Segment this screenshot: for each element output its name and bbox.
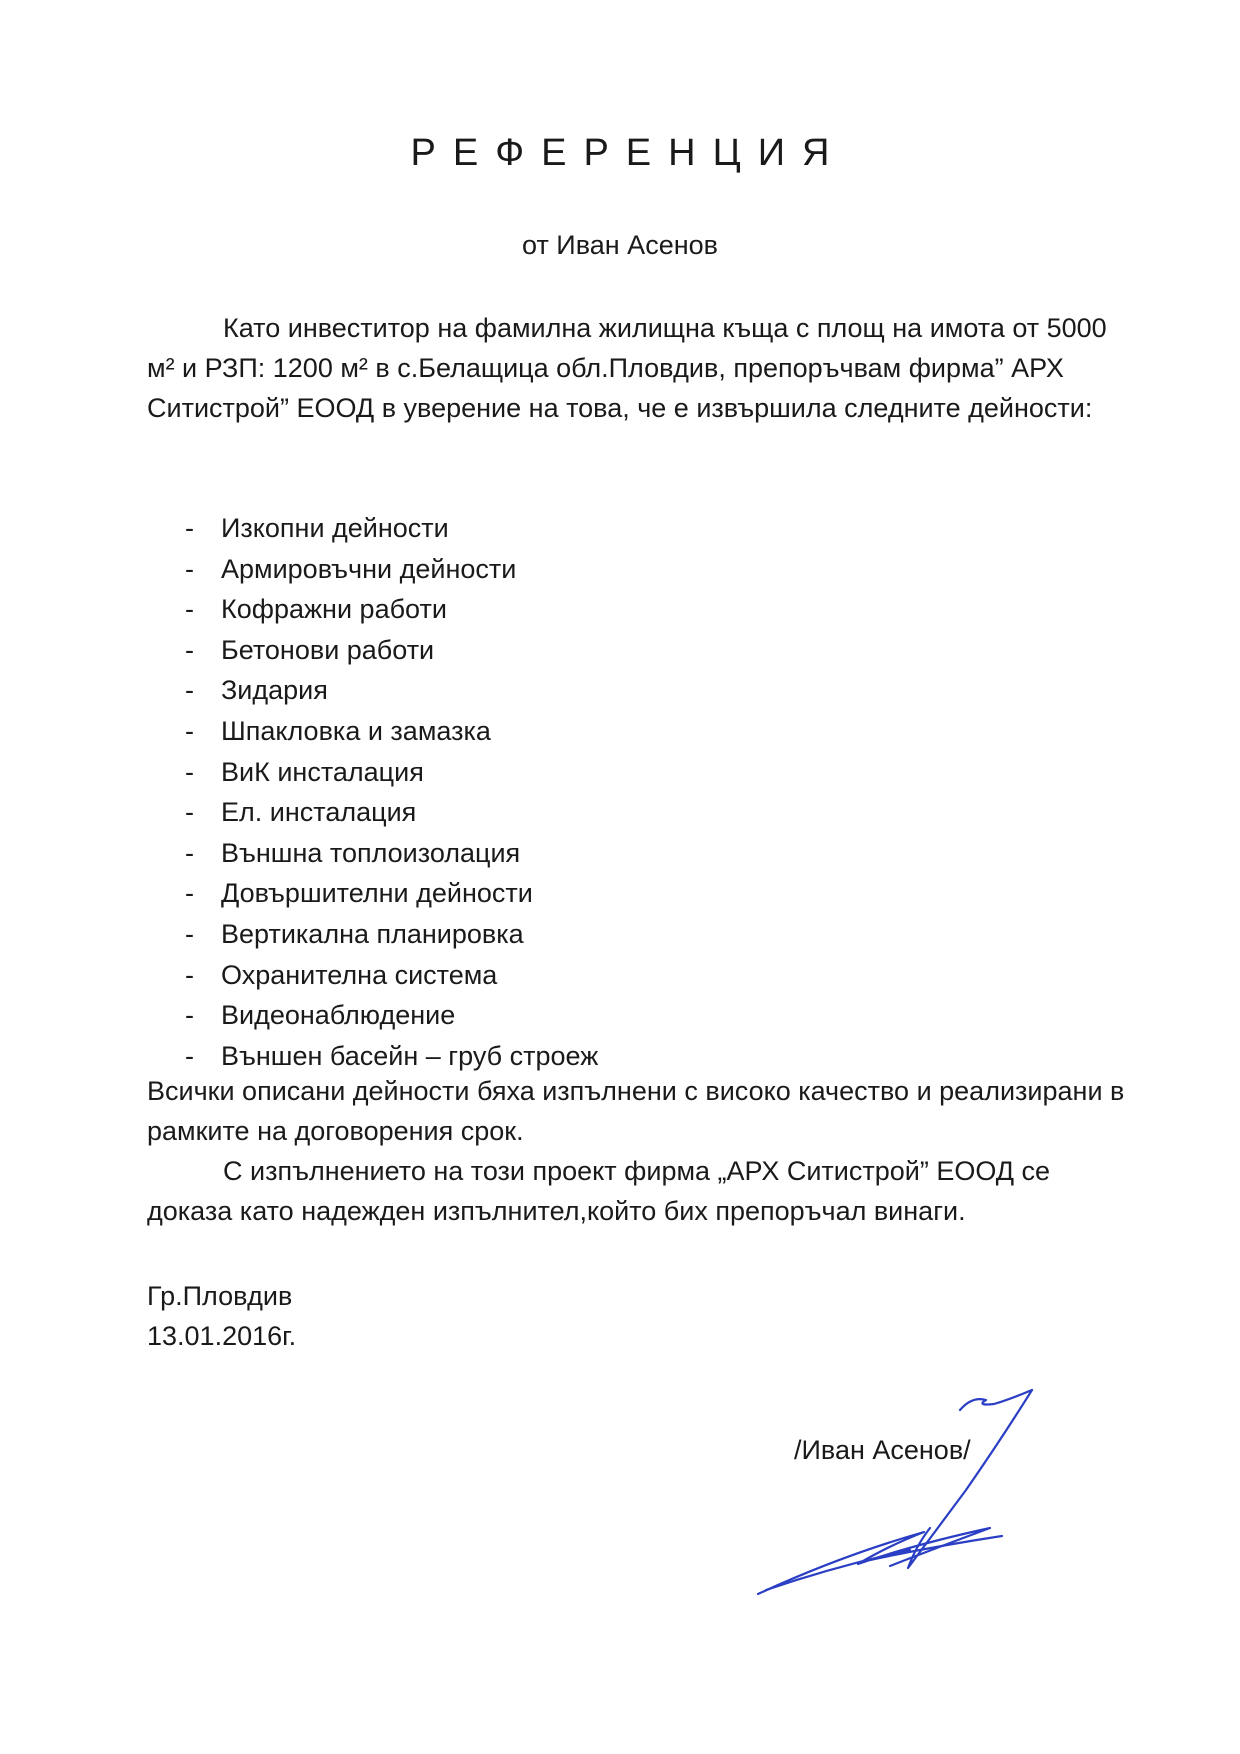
activity-label: Ел. инсталация bbox=[221, 797, 417, 828]
place-line: Гр.Пловдив bbox=[147, 1281, 293, 1311]
intro-paragraph bbox=[147, 308, 1137, 428]
activity-label: Външен басейн – груб строеж bbox=[221, 1040, 599, 1071]
conclusion-paragraph-text: С изпълнението на този проект фирма „АРХ Ситистрой” ЕООД се доказа като надежден изпълнител,който бих препоръчал винаги. bbox=[147, 1156, 1051, 1226]
signature-strokes bbox=[758, 1390, 1032, 1594]
list-dash: - bbox=[185, 594, 194, 625]
list-dash: - bbox=[185, 634, 194, 665]
list-dash: - bbox=[185, 675, 194, 706]
list-dash: - bbox=[185, 918, 194, 949]
quality-paragraph: Всички описани дейности бяха изпълнени с високо качество и реализирани в рамките на договорения срок. bbox=[147, 1076, 1125, 1146]
activity-label: Изкопни дейности bbox=[221, 513, 449, 543]
list-dash: - bbox=[185, 715, 194, 746]
list-dash: - bbox=[185, 1000, 194, 1031]
activity-label: Охранителна система bbox=[221, 959, 498, 990]
activity-label: Кофражни работи bbox=[221, 594, 447, 625]
list-dash: - bbox=[185, 513, 194, 543]
activity-label: Външна топлоизолация bbox=[221, 837, 521, 868]
list-dash: - bbox=[185, 1040, 194, 1071]
intro-paragraph-text: Като инвеститор на фамилна жилищна къща с площ на имота от 5000 м² и РЗП: 1200 м² в с.Белащица обл.Пловдив, препоръчвам фирма” АРХ Ситистрой” ЕООД в уверение на това, че е извършила следните дейности: bbox=[147, 313, 1107, 423]
signer-name: /Иван Асенов/ bbox=[794, 1435, 971, 1465]
activity-label: Бетонови работи bbox=[221, 634, 435, 665]
activity-label: Шпакловка и замазка bbox=[221, 715, 491, 746]
activity-label: Армировъчни дейности bbox=[221, 553, 517, 584]
activity-label: Зидария bbox=[221, 675, 328, 706]
list-dash: - bbox=[185, 959, 194, 990]
signature-stroke bbox=[758, 1528, 990, 1594]
list-dash: - bbox=[185, 756, 194, 787]
author-line: от Иван Асенов bbox=[522, 230, 718, 260]
list-dash: - bbox=[185, 797, 194, 828]
activity-label: Вертикална планировка bbox=[221, 918, 524, 949]
date-line: 13.01.2016г. bbox=[147, 1321, 297, 1351]
list-dash: - bbox=[185, 837, 194, 868]
activity-label: Видеонаблюдение bbox=[221, 1000, 456, 1031]
activity-label: ВиК инсталация bbox=[221, 756, 424, 787]
activity-label: Довършителни дейности bbox=[221, 878, 533, 909]
handwritten-signature bbox=[740, 1360, 1060, 1600]
list-dash: - bbox=[185, 878, 194, 909]
list-dash: - bbox=[185, 553, 194, 584]
conclusion-paragraph bbox=[147, 1151, 1137, 1231]
document-title: РЕФЕРЕНЦИЯ bbox=[410, 132, 847, 174]
